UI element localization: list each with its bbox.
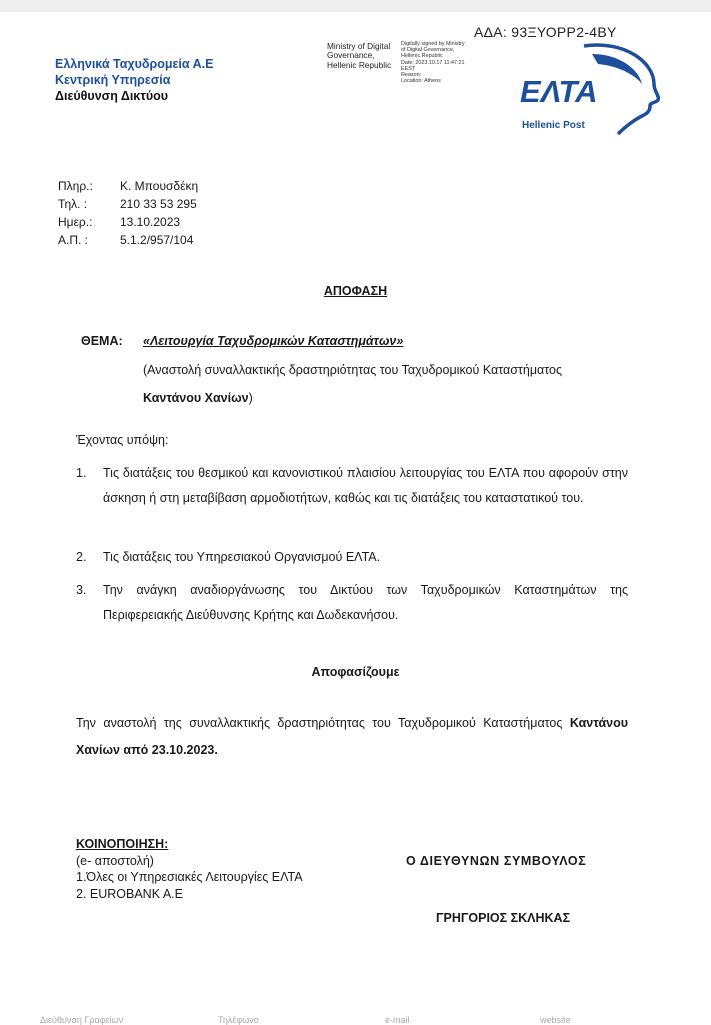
org-department: Διεύθυνση Δικτύου — [55, 89, 169, 103]
notification-block — [76, 836, 303, 902]
footer-address: Διεύθυνση Γραφείων — [40, 1015, 124, 1025]
top-bar — [0, 0, 711, 12]
reference-info — [58, 177, 198, 249]
list-item: 1. Τις διατάξεις του θεσμικού και κανονιστικού πλαισίου λειτουργίας του ΕΛΤΑ που αφορούν στην άσκηση ή στη μεταβίβαση αρμοδιοτήτων, καθώς και τις διατάξεις του καταστατικού του. — [76, 466, 628, 505]
subject-title: «Λειτουργία Ταχυδρομικών Καταστημάτων» — [143, 334, 404, 348]
notification-heading: ΚΟΙΝΟΠΟΙΗΣΗ: — [76, 837, 169, 851]
subject-description: (Αναστολή συναλλακτικής δραστηριότητας του Ταχυδρομικού Καταστήματος Καντάνου Χανίων) — [143, 363, 562, 405]
subject-label: ΘΕΜΑ: — [81, 334, 123, 348]
notification-line: 2. EUROBANK A.E — [76, 886, 183, 901]
list-item: 3. Την ανάγκη αναδιοργάνωσης του Δικτύου των Ταχυδρομικών Καταστημάτων της Περιφερειακής Διεύθυνσης Κρήτης και Δωδεκανήσου. — [76, 583, 628, 622]
ada-code: ΑΔΑ: 93ΞΥΟΡΡ2-4ΒΥ — [474, 24, 617, 40]
org-name: Ελληνικά Ταχυδρομεία Α.Ε — [55, 57, 214, 71]
logo-wordmark: ΕΛΤΑ — [520, 74, 598, 109]
logo-subtitle: Hellenic Post — [522, 120, 585, 131]
document-title: ΑΠΟΦΑΣΗ — [323, 284, 388, 298]
footer-email: e-mail — [385, 1015, 410, 1025]
decision-heading: Αποφασίζουμε — [311, 665, 400, 679]
meta-row: Α.Π. : 5.1.2/957/104 — [58, 233, 194, 247]
notification-line: 1.Όλες οι Υπηρεσιακές Λειτουργίες ΕΛΤΑ — [76, 870, 303, 884]
digital-signature-details: Digitally signed by Ministry of Digital Governance, Hellenic Republic Date: 2023.10.17 11:47:21 EEST Reason: Location: Athens — [401, 41, 465, 85]
ceo-title: Ο ΔΙΕΥΘΥΝΩΝ ΣΥΜΒΟΥΛΟΣ — [406, 854, 587, 868]
digital-signer: Ministry of Digital Governance, Hellenic Republic — [327, 41, 392, 70]
list-item: 2. Τις διατάξεις του Υπηρεσιακού Οργανισμού ΕΛΤΑ. — [76, 550, 381, 564]
elta-logo — [514, 40, 664, 138]
considering-intro: Έχοντας υπόψη: — [76, 433, 169, 447]
meta-row: Τηλ. : 210 33 53 295 — [58, 197, 197, 211]
notification-line: (e- αποστολή) — [76, 853, 154, 868]
org-unit: Κεντρική Υπηρεσία — [55, 73, 171, 87]
meta-row: Ημερ.: 13.10.2023 — [58, 215, 181, 229]
decision-text: Την αναστολή της συναλλακτικής δραστηριότητας του Ταχυδρομικού Καταστήματος Καντάνου Χανίων από 23.10.2023. — [76, 716, 628, 757]
ceo-name: ΓΡΗΓΟΡΙΟΣ ΣΚΛΗΚΑΣ — [436, 911, 571, 925]
org-header — [55, 56, 213, 104]
meta-row: Πληρ.: Κ. Μπουσδέκη — [58, 179, 199, 193]
footer-website: website — [540, 1015, 571, 1025]
logo-swoosh — [592, 54, 642, 84]
footer-phone: Τηλέφωνο — [218, 1015, 259, 1025]
